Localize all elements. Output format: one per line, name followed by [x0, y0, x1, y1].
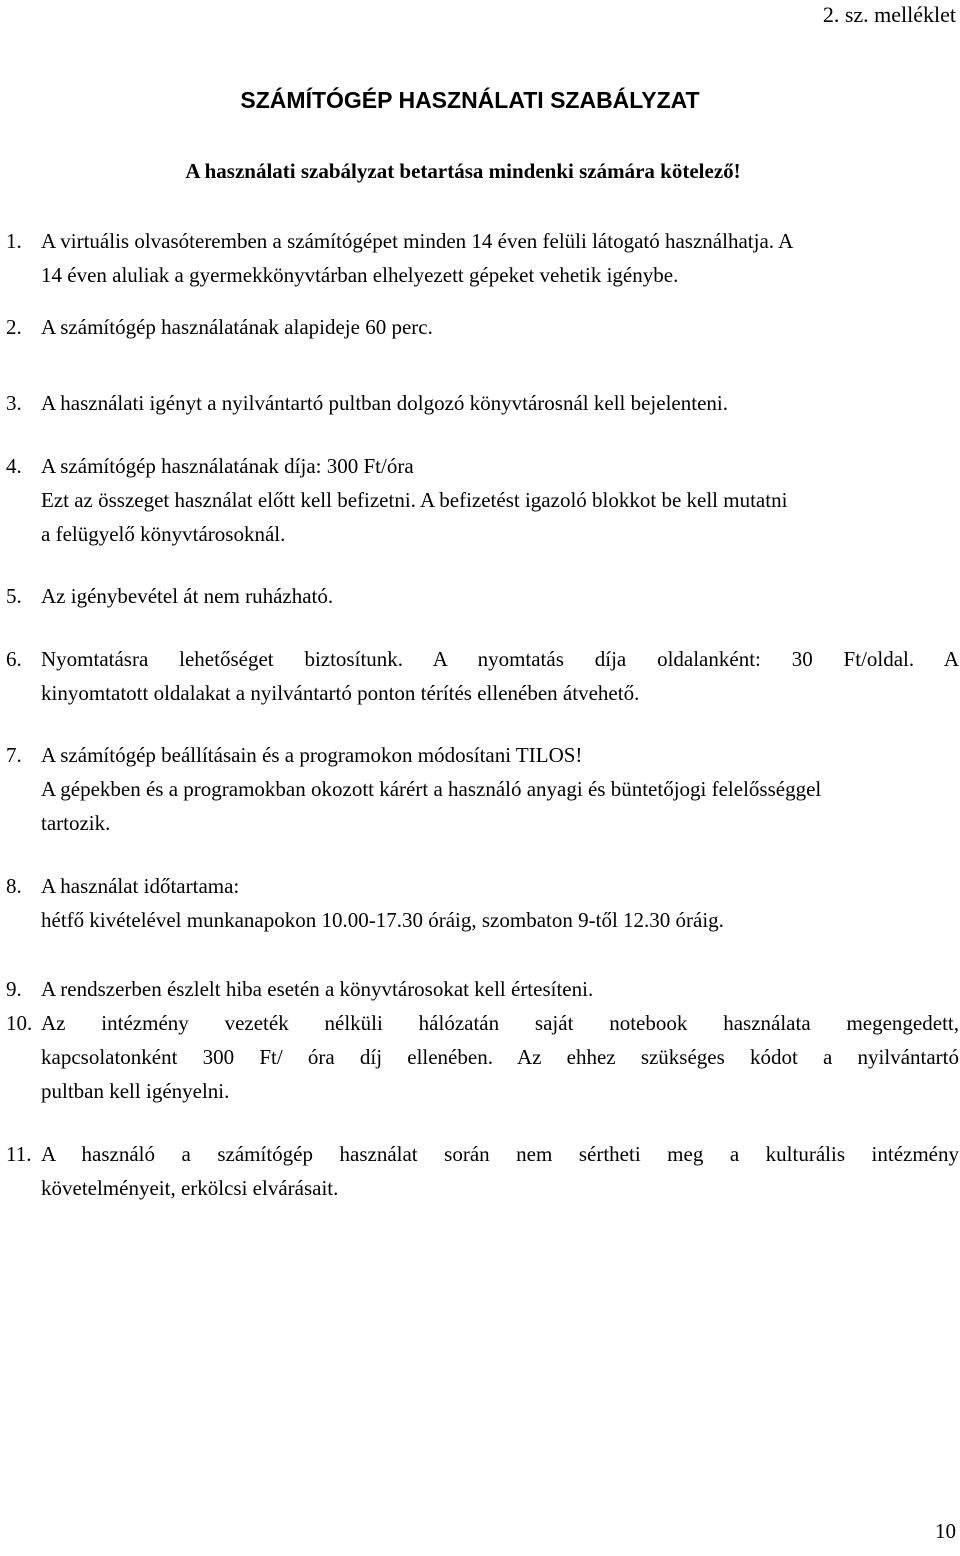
rule-item [0, 579, 960, 613]
rule-text [41, 310, 959, 344]
rule-line: Ezt az összeget használat előtt kell befizetni. A befizetést igazoló blokkot be kell mutatni [41, 488, 788, 512]
rule-line: Az igénybevétel át nem ruházható. [41, 584, 334, 608]
rule-line: A használó a számítógép használat során nem sértheti meg a kulturális intézmény [41, 1142, 959, 1166]
rule-line: Az intézmény vezeték nélküli hálózatán saját notebook használata megengedett, [41, 1011, 959, 1035]
document-subtitle: A használati szabályzat betartása mindenki számára kötelező! [185, 159, 741, 183]
rule-text [41, 1006, 959, 1108]
rule-item [0, 869, 960, 937]
rule-number: 10. [6, 1011, 33, 1035]
rule-line: A számítógép használatának alapideje 60 perc. [41, 315, 433, 339]
rule-line: követelményeit, erkölcsi elvárásait. [41, 1176, 339, 1200]
rule-line: 14 éven aluliak a gyermekkönyvtárban elhelyezett gépeket vehetik igénybe. [41, 263, 679, 287]
rule-item [0, 224, 960, 292]
rule-number: 2. [6, 315, 22, 339]
rule-text [41, 579, 959, 613]
rule-item [0, 642, 960, 710]
rule-text [41, 224, 959, 292]
rule-item [0, 1137, 960, 1205]
rule-text [41, 869, 959, 937]
rule-item [0, 1006, 960, 1108]
rule-line: pultban kell igényelni. [41, 1079, 230, 1103]
rule-line: A rendszerben észlelt hiba esetén a könyvtárosokat kell értesíteni. [41, 977, 594, 1001]
page-number: 10 [935, 1519, 956, 1543]
rule-number: 3. [6, 391, 22, 415]
rule-number: 6. [6, 647, 22, 671]
rule-text [41, 386, 959, 420]
rule-number: 8. [6, 874, 22, 898]
rule-text [41, 738, 959, 840]
rule-text [41, 1137, 959, 1205]
rule-line: A számítógép használatának díja: 300 Ft/óra [41, 454, 414, 478]
rule-number: 1. [6, 229, 22, 253]
rule-number: 4. [6, 454, 22, 478]
rule-number: 11. [6, 1142, 32, 1166]
rule-item [0, 310, 960, 344]
rule-number: 5. [6, 584, 22, 608]
rule-item [0, 386, 960, 420]
rule-item [0, 972, 960, 1006]
rule-line: a felügyelő könyvtárosoknál. [41, 522, 286, 546]
rule-line: A használat időtartama: [41, 874, 240, 898]
rule-line: hétfő kivételével munkanapokon 10.00-17.30 óráig, szombaton 9-től 12.30 óráig. [41, 908, 724, 932]
annex-label: 2. sz. melléklet [822, 2, 956, 27]
rule-line: kapcsolatonként 300 Ft/ óra díj ellenében. Az ehhez szükséges kódot a nyilvántartó [41, 1045, 959, 1069]
rule-text [41, 972, 959, 1006]
rule-line: A virtuális olvasóteremben a számítógépet minden 14 éven felüli látogató használhatja. A [41, 229, 794, 253]
rule-line: Nyomtatásra lehetőséget biztosítunk. A nyomtatás díja oldalanként: 30 Ft/oldal. A [41, 647, 959, 671]
rule-line: A gépekben és a programokban okozott kárért a használó anyagi és büntetőjogi felelősséggel [41, 777, 822, 801]
rule-item [0, 738, 960, 840]
rule-line: tartozik. [41, 811, 111, 835]
document-title: SZÁMÍTÓGÉP HASZNÁLATI SZABÁLYZAT [240, 87, 700, 113]
rule-line: kinyomtatott oldalakat a nyilvántartó ponton térítés ellenében átvehető. [41, 681, 640, 705]
rule-number: 9. [6, 977, 22, 1001]
rule-line: A számítógép beállításain és a programokon módosítani TILOS! [41, 743, 583, 767]
rule-text [41, 642, 959, 710]
rule-item [0, 449, 960, 551]
rule-number: 7. [6, 743, 22, 767]
rule-text [41, 449, 959, 551]
rule-line: A használati igényt a nyilvántartó pultban dolgozó könyvtárosnál kell bejelenteni. [41, 391, 728, 415]
